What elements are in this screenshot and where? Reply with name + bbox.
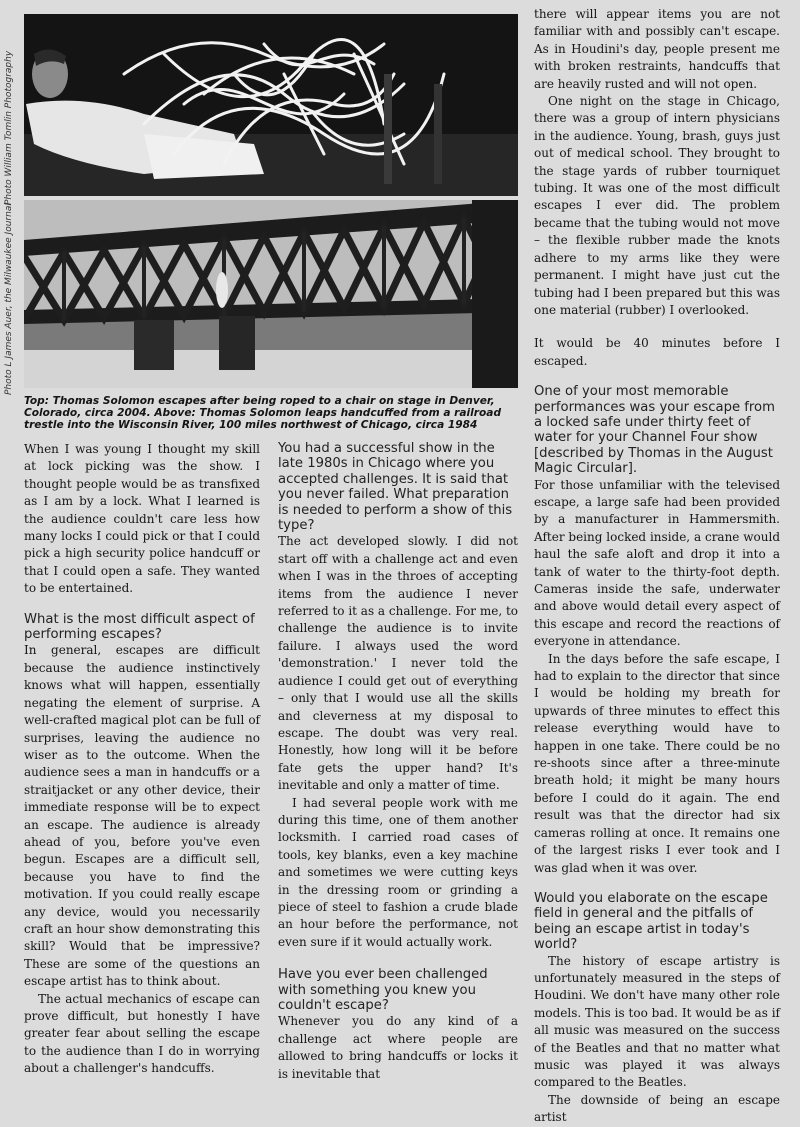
paragraph: In general, escapes are difficult because the audience instinctively knows what will happen, essentially negating the element of surprise. A well-crafted magical plot can be full of surprises, leaving the audience no wiser as to the outcome. When the audience sees a man in handcuffs or a straitjacket or any other device, their immediate response will be to expect an escape. The audience is already ahead of you, before you've even begun. Escapes are a difficult sell, because you have to find the motivation. If you could really escape any device, would you necessarily craft an hour show demonstrating this skill? Would that be impressive? These are some of the questions an escape artist has to think about. [24,643,260,989]
paragraph: The actual mechanics of escape can prove difficult, but honestly I have greater fear about selling the escape to the audience than I do in worrying about a challenger's handcuffs. [24,991,260,1076]
rope-escape-image [24,14,518,196]
paragraph: In the days before the safe escape, I had to explain to the director that since I would be holding my breath for upwards of three minutes to effect this release everything would have to happen in one take. There could be no re-shoots since after a three-minute breath hold; it might be many hours before I could do it again. The end result was that the director had six cameras rolling at once. It remains one of the largest risks I ever took and I was glad when it was over. [534,651,780,875]
question-chicago-show: You had a successful show in the late 1980s in Chicago where you accepted challenges. It is said that you never failed. What preparation is needed to perform a show of this type? [278,441,513,534]
paragraph: For those unfamiliar with the televised escape, a large safe had been provided by a manufacturer in Hammersmith. After being locked inside, a crane would haul the safe aloft and drop it into a tank of water to the thirty-foot depth. Cameras inside the safe, underwater and above would detail every aspect of this escape and record the reactions of everyone in attendance. [534,477,780,649]
paragraph: The act developed slowly. I did not start off with a challenge act and even when I was in the throes of accepting items from the audience I never referred to it as a challenge. For me, to challenge the audience is to invite failure. I always used the word 'demonstration.' I never told the audience I could get out of everything – only that I would use all the skills and cleverness at my disposal to escape. The doubt was very real. Honestly, how long will it be before fate gets the upper hand? It's inevitable and only a matter of time. [278,534,519,793]
photo-credit-top: Photo William Tomlin Photography [4,50,14,205]
column-3 [534,6,780,1127]
question-challenged: Have you ever been challenged with something you knew you couldn't escape? [278,967,488,1013]
question-safe-escape: One of your most memorable performances was your escape from a locked safe under thirty feet of water for your Channel Four show [described by Thomas in the August Magic Circular]. [534,384,775,477]
paragraph: The history of escape artistry is unfortunately measured in the steps of Houdini. We don't have many other role models. This is too bad. It would be as if all music was measured on the success of the Beatles and that no matter what music was played it was always compared to the Beatles. [534,953,780,1090]
paragraph: I had several people work with me during this time, one of them another locksmith. I carried road cases of tools, key blanks, even a key machine and sometimes we were cutting keys in the dressing room or grinding a piece of steel to fashion a crude blade an hour before the performance, not even sure if it would actually work. [278,795,518,949]
paragraph: One night on the stage in Chicago, there was a group of intern physicians in the audience. Young, brash, guys just out of medical school. They brought to the stage yards of rubber tourniquet tubing. It was one of the most difficult escapes I ever did. The problem became that the tubing would not move – the flexible rubber made the knots adhere to my arms like they were permanent. I might have just cut the tubing had I been prepared but this was one material (rubber) I overlooked. [534,94,780,317]
question-escape-field: Would you elaborate on the escape field in general and the pitfalls of being an escape artist in today's world? [534,890,768,953]
trestle-image [24,200,518,388]
column-2 [278,441,518,1083]
intro-paragraph: When I was young I thought my skill at lock picking was the show. I thought people would be as transfixed as I am by a lock. What I learned is the audience couldn't care less how many locks I could pick or that I could pick a high security police handcuff or that I could open a safe. They wanted to be entertained. [24,442,260,596]
question-difficult-aspect: What is the most difficult aspect of performing escapes? [24,611,255,643]
paragraph: The downside of being an escape artist [534,1092,780,1125]
photo-caption: Top: Thomas Solomon escapes after being roped to a chair on stage in Denver, Colorado, circa 2004. Above: Thomas Solomon leaps handcuffed from a railroad trestle into the Wisconsin River, 100 miles northwest of Chicago, circa 1984 [24,395,502,431]
photo-credit-bottom: Photo L James Auer, the Milwaukee Journal [4,203,14,395]
paragraph: Whenever you do any kind of a challenge act where people are allowed to bring handcuffs or locks it is inevitable that [278,1014,518,1081]
paragraph: It would be 40 minutes before I escaped. [534,336,780,368]
photo-railroad-trestle [24,200,518,388]
paragraph: there will appear items you are not familiar with and possibly can't escape. As in Houdini's day, people present me with broken restraints, handcuffs that are heavily rusted and will not open. [534,7,780,91]
column-1 [24,441,260,1078]
photo-rope-escape [24,14,518,196]
